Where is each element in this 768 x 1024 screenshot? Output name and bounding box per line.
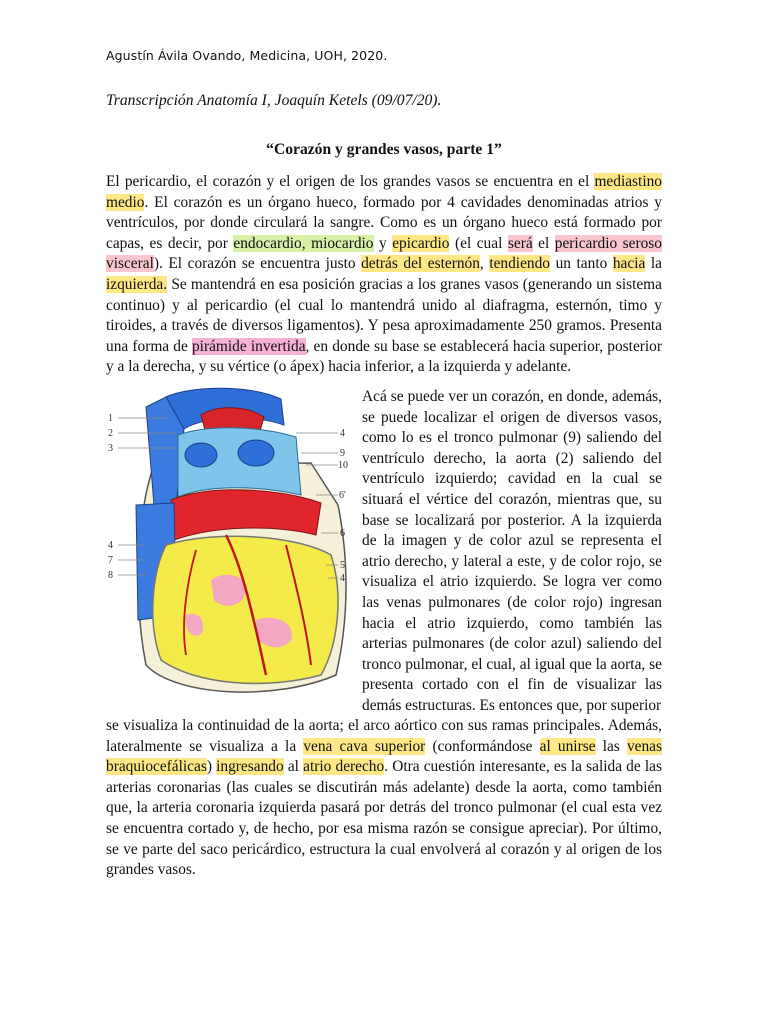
text-run: se visualiza la continuidad de la aorta; el arco aórtico con sus ramas principales. Además, lateralmente se visualiza a la (106, 717, 662, 755)
paragraph-continuation (106, 716, 662, 881)
figure-label: 8 (108, 570, 113, 581)
highlighted-text: venas braquiocefálicas (106, 737, 662, 776)
figure-label: 6' (339, 490, 346, 501)
document-title: “Corazón y grandes vasos, parte 1” (266, 141, 502, 158)
highlighted-text: mediastino medio (106, 173, 662, 211)
text-run: y (373, 234, 393, 252)
text-run: la (645, 255, 662, 273)
figure-label: 4 (340, 428, 345, 439)
highlighted-text: vena cava superior (303, 737, 426, 755)
text-run: El pericardio, el corazón y el origen de los grandes vasos se encuentra en el (106, 173, 595, 190)
text-run: (el cual (449, 234, 508, 252)
text-run: Se mantendrá en esa posición gracias a los granes vasos (generando un sistema continuo) y al pericardio (el cual lo mantendrá unido al diafragma, esternón, timo y tiroides, a través de diversos ligamentos). Y pesa aproximadamente 250 gramos. Presenta una forma de (106, 275, 662, 355)
document-subtitle: Transcripción Anatomía I, Joaquín Ketels (09/07/20). (106, 92, 442, 109)
highlighted-text: ingresando (216, 758, 284, 776)
highlighted-text: pericardio seroso visceral (106, 234, 662, 273)
highlighted-text: endocardio, miocardio (233, 234, 374, 252)
highlighted-text: será (507, 234, 533, 252)
text-run: un tanto (550, 255, 613, 273)
figure-label: 2 (108, 428, 113, 439)
highlighted-text: detrás del esternón (361, 255, 480, 273)
text-run: el (532, 234, 555, 252)
figure-label: 6 (340, 528, 345, 539)
text-run: , (479, 255, 490, 273)
highlighted-text: atrio derecho (303, 758, 385, 776)
text-run: . Otra cuestión interesante, es la salida de las arterias coronarias (las cuales se discutirán más adelante) desde la aorta, como también que, la arteria coronaria izquierda pasará por detrás del tronco pulmonar (el cual esta vez se encuentra cortado y, de hecho, por esa misma razón se consigue apreciar). Por último, se ve parte del saco pericárdico, estructura la cual envolverá al corazón y al origen de los grandes vasos. (106, 758, 662, 879)
text-run: las (595, 737, 627, 755)
highlighted-text: epicardio (392, 234, 450, 252)
highlighted-text: pirámide invertida (191, 337, 306, 355)
text-run: ). El corazón se encuentra justo (153, 255, 362, 273)
figure-label: 1 (108, 413, 113, 424)
text-run: ) (206, 758, 217, 776)
text-run: (conformándose (425, 737, 540, 755)
figure-label: 4 (108, 540, 113, 551)
text-run: al (283, 758, 304, 776)
figure-label: 10 (338, 460, 348, 471)
figure-label: 4 (340, 573, 345, 584)
highlighted-text: hacia (612, 255, 646, 273)
highlighted-text: al unirse (539, 737, 596, 755)
figure-label: 9 (340, 448, 345, 459)
text-run: , en donde su base se establecerá hacia superior, posterior y a la derecha, y su vértice (o ápex) hacia inferior, a la izquierda y adelante. (106, 337, 662, 376)
text-run: . El corazón es un órgano hueco, formado por 4 cavidades denominadas atrios y ventrículos, por donde circulará la sangre. Como es un órgano hueco está formado por capas, es decir, por (106, 193, 662, 252)
figure-label: 3 (108, 443, 113, 454)
highlighted-text: izquierda. (106, 275, 168, 293)
author-line: Agustín Ávila Ovando, Medicina, UOH, 2020. (106, 48, 388, 63)
heart-illustration (106, 385, 352, 703)
paragraph-intro (106, 172, 662, 378)
figure-label: 7 (108, 555, 113, 566)
paragraph-figure-description: Acá se puede ver un corazón, en donde, además, se puede localizar el origen de diversos vasos, como lo es el tronco pulmonar (9) saliendo del ventrículo derecho, la aorta (2) saliendo del ventrículo izquierdo; cavidad en la cual se situará el vértice del corazón, mientras que, su base se localizará por posterior. A la izquierda de la imagen y de color azul se representa el atrio derecho, y lateral a este, y de color rojo, se visualiza el atrio izquierdo. Se logra ver como las venas pulmonares (de color rojo) ingresan hacia el atrio izquierdo, como también las arterias pulmonares (de color azul) saliendo del tronco pulmonar, el cual, al igual que la aorta, se presenta cortado con el fin de visualizar las demás estructuras. Es entonces que, por superior (362, 388, 662, 714)
figure-label: 5 (340, 560, 345, 571)
highlighted-text: tendiendo (489, 255, 551, 273)
